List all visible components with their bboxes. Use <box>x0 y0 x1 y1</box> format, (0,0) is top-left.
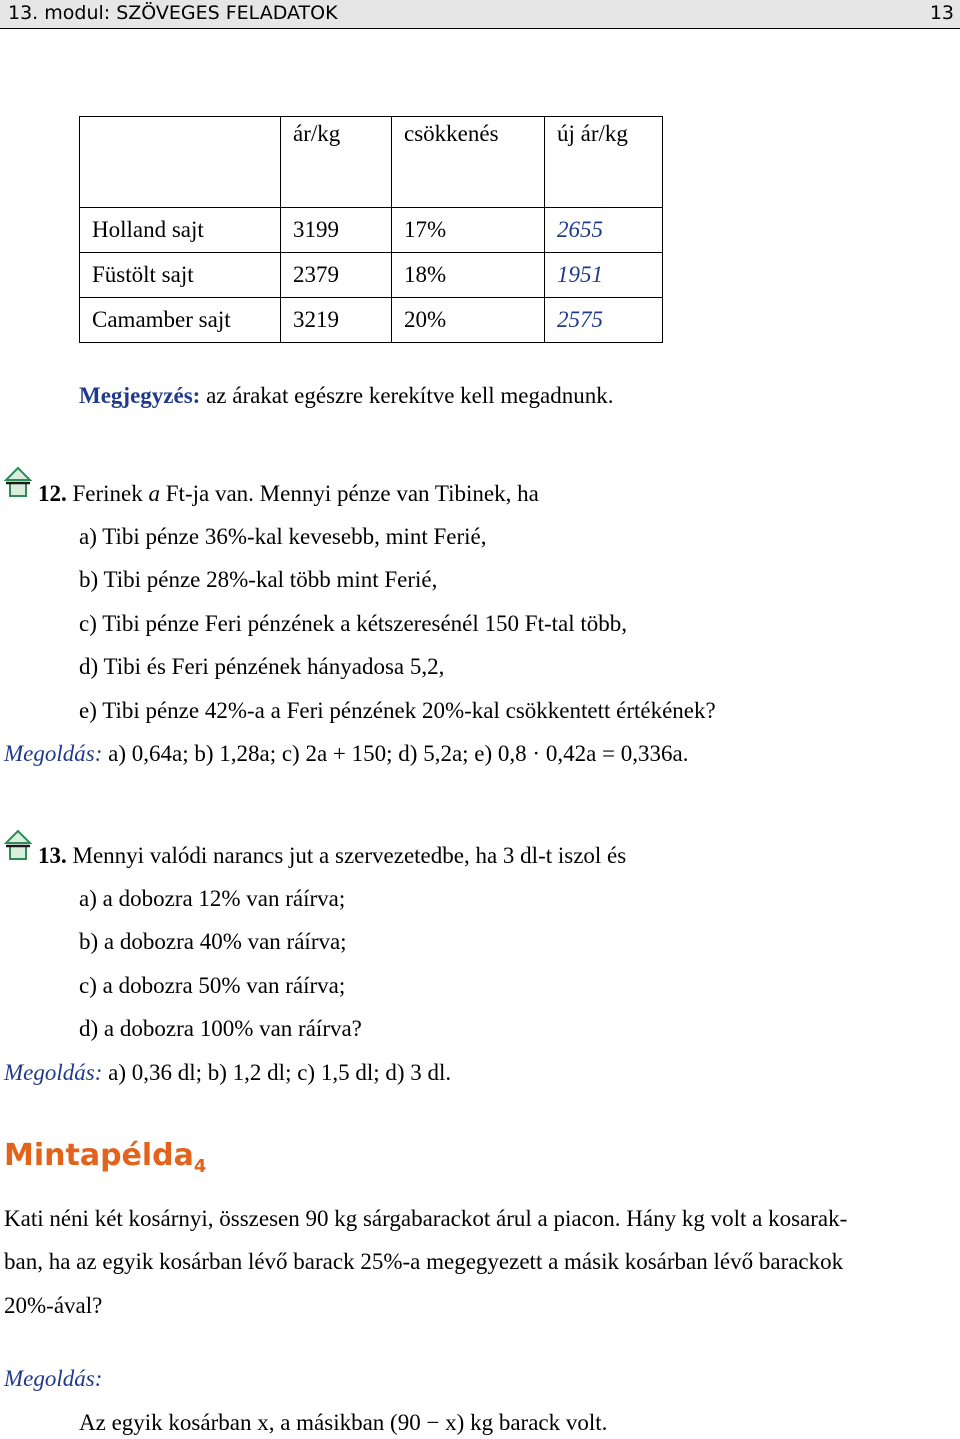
task-12-intro <box>38 480 539 508</box>
solution-text: a) 0,64a; b) 1,28a; c) 2a + 150; d) 5,2a; e) 0,8 · 0,42a = 0,336a. <box>102 741 689 766</box>
task-item: b) a dobozra 40% van ráírva; <box>79 929 347 954</box>
house-icon <box>4 466 32 498</box>
table-cell: 2655 <box>545 208 663 253</box>
table-cell: Camamber sajt <box>80 298 281 343</box>
note-line <box>79 382 613 410</box>
example-solution-text: Az egyik kosárban x, a másikban (90 − x) kg barack volt. <box>79 1410 608 1435</box>
table-cell: Holland sajt <box>80 208 281 253</box>
table-cell: 18% <box>392 253 545 298</box>
task-item: c) Tibi pénze Feri pénzének a kétszeresénél 150 Ft-tal több, <box>79 611 628 636</box>
table-row <box>80 208 663 253</box>
solution-label-text: Megoldás: <box>4 1366 103 1391</box>
table-header-row <box>80 117 663 208</box>
table-cell: 2379 <box>281 253 392 298</box>
table-header-cell: ár/kg <box>281 117 392 208</box>
table-cell: 3219 <box>281 298 392 343</box>
price-table <box>79 116 663 343</box>
task-item: a) a dobozra 12% van ráírva; <box>79 886 346 911</box>
page-number: 13 <box>929 2 954 24</box>
task-item: b) Tibi pénze 28%-kal több mint Ferié, <box>79 567 438 592</box>
task-item: c) a dobozra 50% van ráírva; <box>79 973 346 998</box>
example-title-subscript: 4 <box>193 1156 207 1177</box>
table-cell: Füstölt sajt <box>80 253 281 298</box>
task-number: 12. <box>38 481 67 506</box>
task-text: Mennyi valódi narancs jut a szervezetedbe, ha 3 dl-t iszol és <box>66 843 627 868</box>
solution-text: a) 0,36 dl; b) 1,2 dl; c) 1,5 dl; d) 3 dl. <box>102 1060 452 1085</box>
table-cell: 2575 <box>545 298 663 343</box>
solution-line <box>4 740 688 768</box>
task-item: a) Tibi pénze 36%-kal kevesebb, mint Ferié, <box>79 524 487 549</box>
task-text: Ferinek <box>66 481 149 506</box>
table-cell: 1951 <box>545 253 663 298</box>
table-row <box>80 298 663 343</box>
task-variable: a <box>148 481 161 506</box>
task-item: d) a dobozra 100% van ráírva? <box>79 1016 362 1041</box>
solution-label: Megoldás: <box>4 741 103 766</box>
task-item: d) Tibi és Feri pénzének hányadosa 5,2, <box>79 654 445 679</box>
example-text-line: 20%-ával? <box>4 1293 103 1318</box>
note-text: az árakat egészre kerekítve kell megadnunk. <box>200 383 614 408</box>
task-13-intro <box>38 842 626 870</box>
solution-label <box>4 1365 102 1393</box>
example-title <box>4 1138 206 1177</box>
table-header-cell: csökkenés <box>392 117 545 208</box>
task-text: Ft-ja van. Mennyi pénze van Tibinek, ha <box>160 481 539 506</box>
task-item: e) Tibi pénze 42%-a a Feri pénzének 20%-kal csökkentett értékének? <box>79 698 716 723</box>
note-label: Megjegyzés: <box>79 383 201 408</box>
table-header-cell <box>80 117 281 208</box>
example-title-text: Mintapélda <box>4 1138 194 1173</box>
solution-label: Megoldás: <box>4 1060 103 1085</box>
table-cell: 17% <box>392 208 545 253</box>
example-text-line: ban, ha az egyik kosárban lévő barack 25%-a megegyezett a másik kosárban lévő barackok <box>4 1249 844 1274</box>
table-header-cell: új ár/kg <box>545 117 663 208</box>
task-number: 13. <box>38 843 67 868</box>
table-row <box>80 253 663 298</box>
table-cell: 3199 <box>281 208 392 253</box>
example-text-line: Kati néni két kosárnyi, összesen 90 kg sárgabarackot árul a piacon. Hány kg volt a kosarak- <box>4 1206 848 1231</box>
module-title: 13. modul: SZÖVEGES FELADATOK <box>8 2 338 24</box>
house-icon <box>4 829 32 861</box>
solution-line <box>4 1059 451 1087</box>
page-header <box>0 0 960 29</box>
table-cell: 20% <box>392 298 545 343</box>
